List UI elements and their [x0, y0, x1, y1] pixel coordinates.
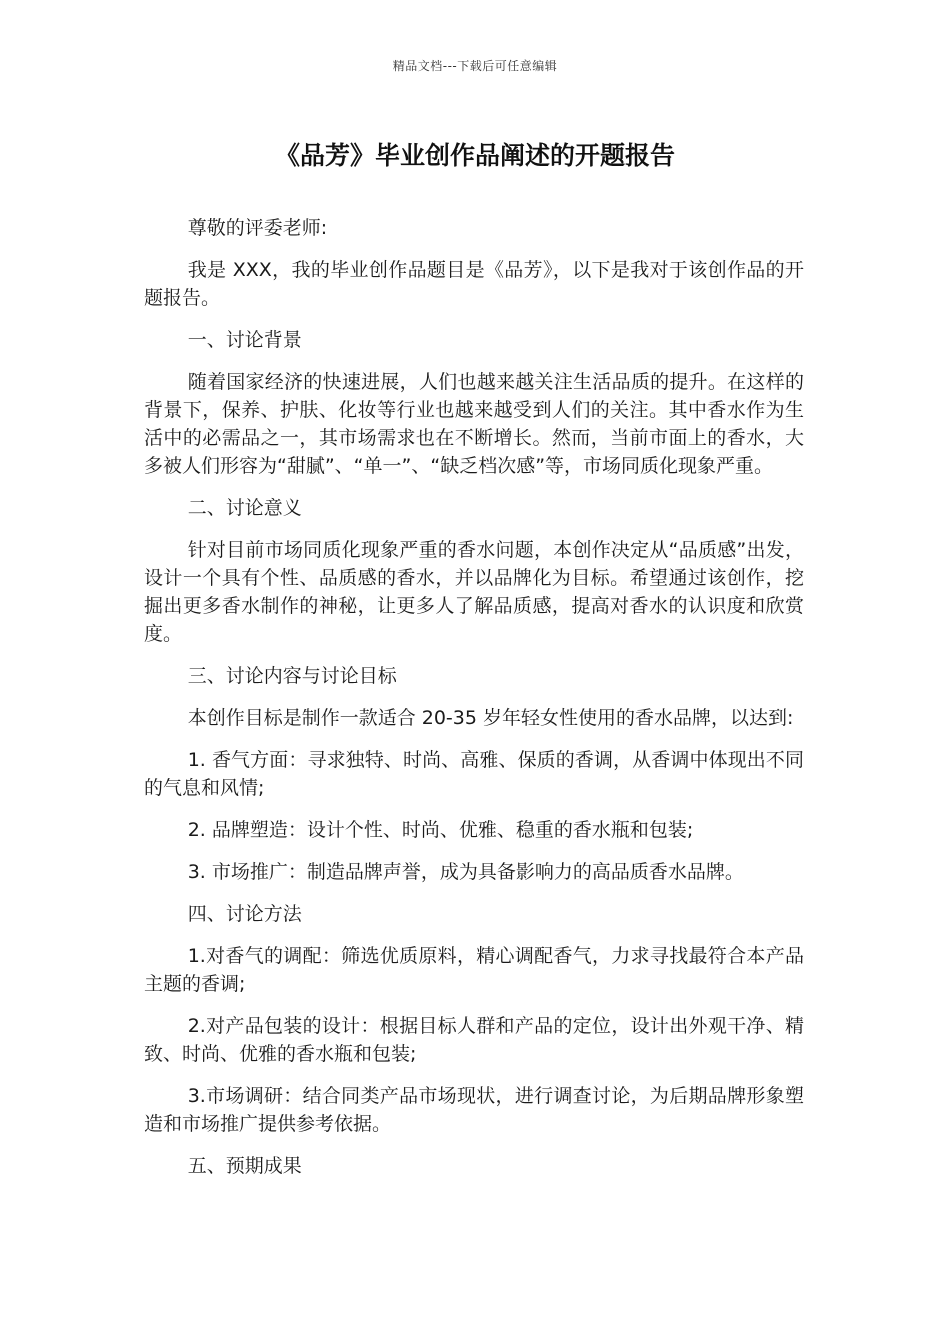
- background-paragraph: 随着国家经济的快速进展，人们也越来越关注生活品质的提升。在这样的背景下，保养、护肤、化妆等行业也越来越受到人们的关注。其中香水作为生活中的必需品之一，其市场需求也在不断增长。然而，当前市面上的香水，大多被人们形容为“甜腻”、“单一”、“缺乏档次感”等，市场同质化现象严重。: [144, 371, 804, 477]
- salutation: 尊敬的评委老师:: [187, 217, 328, 239]
- significance-paragraph: 针对目前市场同质化现象严重的香水问题，本创作决定从“品质感”出发，设计一个具有个性、品质感的香水，并以品牌化为目标。希望通过该创作，挖掘出更多香水制作的神秘，让更多人了解品质感，提高对香水的认识度和欣赏度。: [144, 539, 804, 645]
- section-heading-expected-results: 五、预期成果: [187, 1155, 302, 1177]
- document-title: 《品芳》毕业创作品阐述的开题报告: [274, 141, 675, 170]
- intro-paragraph: 我是 XXX，我的毕业创作品题目是《品芳》，以下是我对于该创作品的开题报告。: [144, 259, 804, 309]
- method-item: 1.对香气的调配：筛选优质原料，精心调配香气，力求寻找最符合本产品主题的香调;: [144, 945, 804, 995]
- goal-item: 2. 品牌塑造：设计个性、时尚、优雅、稳重的香水瓶和包装;: [187, 819, 694, 841]
- goal-item: 1. 香气方面：寻求独特、时尚、高雅、保质的香调，从香调中体现出不同的气息和风情;: [144, 749, 804, 799]
- section-heading-background: 一、讨论背景: [187, 329, 302, 351]
- document-body: [144, 214, 804, 1194]
- section-heading-content-goals: 三、讨论内容与讨论目标: [187, 665, 397, 687]
- section-heading-methods: 四、讨论方法: [187, 903, 302, 925]
- page-header: 精品文档---下载后可任意编辑: [392, 59, 558, 73]
- goals-intro-paragraph: 本创作目标是制作一款适合 20-35 岁年轻女性使用的香水品牌，以达到:: [187, 707, 794, 729]
- method-item: 2.对产品包装的设计：根据目标人群和产品的定位，设计出外观干净、精致、时尚、优雅的香水瓶和包装;: [144, 1015, 804, 1065]
- section-heading-significance: 二、讨论意义: [187, 497, 302, 519]
- goal-item: 3. 市场推广：制造品牌声誉，成为具备影响力的高品质香水品牌。: [187, 861, 744, 883]
- method-item: 3.市场调研：结合同类产品市场现状，进行调查讨论，为后期品牌形象塑造和市场推广提供参考依据。: [144, 1085, 804, 1135]
